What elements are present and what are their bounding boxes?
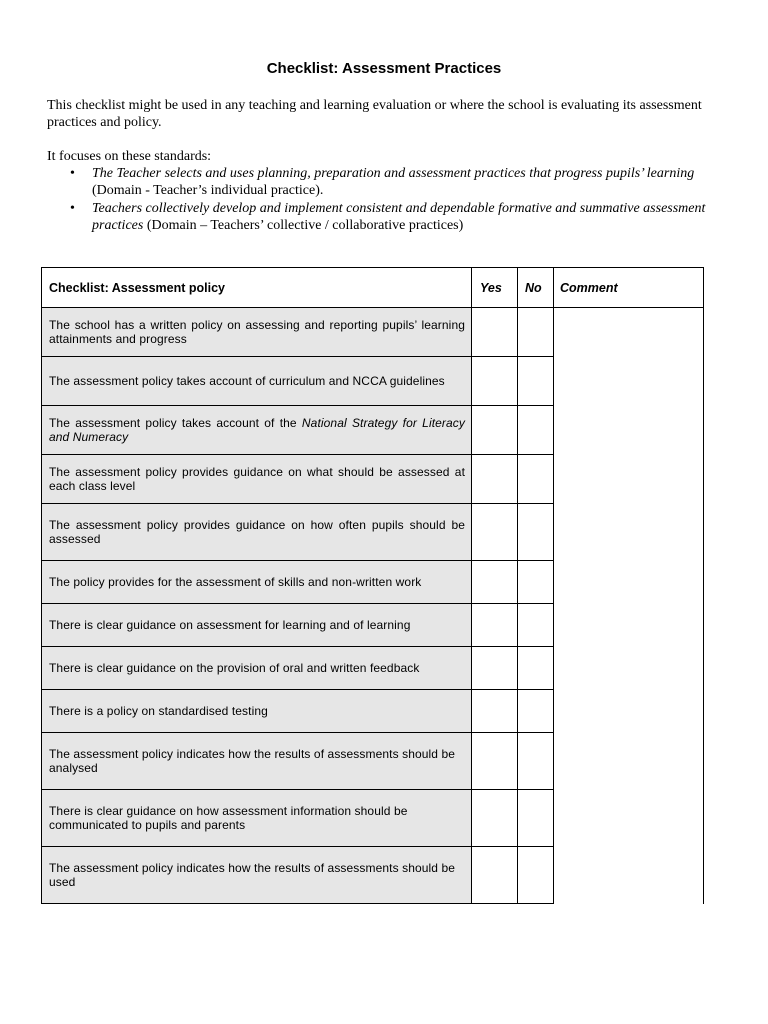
yes-cell[interactable] xyxy=(472,790,518,847)
standard-item xyxy=(70,165,720,199)
comment-cell[interactable] xyxy=(554,308,704,904)
yes-cell[interactable] xyxy=(472,561,518,604)
yes-cell[interactable] xyxy=(472,455,518,504)
no-cell[interactable] xyxy=(518,504,554,561)
yes-cell[interactable] xyxy=(472,504,518,561)
no-cell[interactable] xyxy=(518,604,554,647)
no-cell[interactable] xyxy=(518,647,554,690)
no-cell[interactable] xyxy=(518,561,554,604)
bullet-icon: • xyxy=(70,166,75,181)
no-cell[interactable] xyxy=(518,308,554,357)
assessment-policy-table xyxy=(41,267,704,904)
yes-cell[interactable] xyxy=(472,647,518,690)
row-text: The assessment policy indicates how the results of assessments should be analysed xyxy=(42,733,472,790)
no-cell[interactable] xyxy=(518,455,554,504)
bullet-icon: • xyxy=(70,201,75,216)
no-cell[interactable] xyxy=(518,790,554,847)
header-no: No xyxy=(518,268,554,308)
no-cell[interactable] xyxy=(518,406,554,455)
standard-domain: (Domain - Teacher’s individual practice). xyxy=(92,183,324,198)
header-yes: Yes xyxy=(472,268,518,308)
header-policy: Checklist: Assessment policy xyxy=(42,268,472,308)
row-text-plain: The assessment policy takes account of the xyxy=(49,416,302,430)
yes-cell[interactable] xyxy=(472,733,518,790)
row-text-italic: National Strategy for Literacy and Numeracy xyxy=(49,416,465,444)
page-title: Checklist: Assessment Practices xyxy=(266,60,502,77)
row-text: The school has a written policy on assessing and reporting pupils’ learning attainments and progress xyxy=(42,308,472,357)
standard-item xyxy=(70,200,720,234)
yes-cell[interactable] xyxy=(472,604,518,647)
standard-domain: (Domain – Teachers’ collective / collaborative practices) xyxy=(143,218,464,233)
yes-cell[interactable] xyxy=(472,690,518,733)
yes-cell[interactable] xyxy=(472,406,518,455)
row-text: There is a policy on standardised testing xyxy=(42,690,472,733)
no-cell[interactable] xyxy=(518,847,554,904)
row-text: The policy provides for the assessment of skills and non-written work xyxy=(42,561,472,604)
yes-cell[interactable] xyxy=(472,357,518,406)
row-text: There is clear guidance on assessment for learning and of learning xyxy=(42,604,472,647)
no-cell[interactable] xyxy=(518,690,554,733)
no-cell[interactable] xyxy=(518,357,554,406)
row-text: There is clear guidance on the provision of oral and written feedback xyxy=(42,647,472,690)
header-comment: Comment xyxy=(554,268,704,308)
row-text: The assessment policy takes account of curriculum and NCCA guidelines xyxy=(42,357,472,406)
yes-cell[interactable] xyxy=(472,847,518,904)
row-text: The assessment policy provides guidance on what should be assessed at each class level xyxy=(42,455,472,504)
row-text: The assessment policy indicates how the results of assessments should be used xyxy=(42,847,472,904)
row-text xyxy=(42,406,472,455)
intro-paragraph: This checklist might be used in any teaching and learning evaluation or where the school is evaluating its assessment practices and policy. xyxy=(47,98,702,130)
no-cell[interactable] xyxy=(518,733,554,790)
standard-text: Teachers collectively develop and implement consistent and dependable formative and summative assessment practices xyxy=(92,201,706,233)
row-text: The assessment policy provides guidance on how often pupils should be assessed xyxy=(42,504,472,561)
table-row xyxy=(42,308,704,357)
standard-text: The Teacher selects and uses planning, preparation and assessment practices that progress pupils’ learning xyxy=(92,166,695,181)
row-text: There is clear guidance on how assessment information should be communicated to pupils and parents xyxy=(42,790,472,847)
focus-lead: It focuses on these standards: xyxy=(47,149,212,164)
table-header-row xyxy=(42,268,704,308)
yes-cell[interactable] xyxy=(472,308,518,357)
standards-list xyxy=(70,165,720,235)
